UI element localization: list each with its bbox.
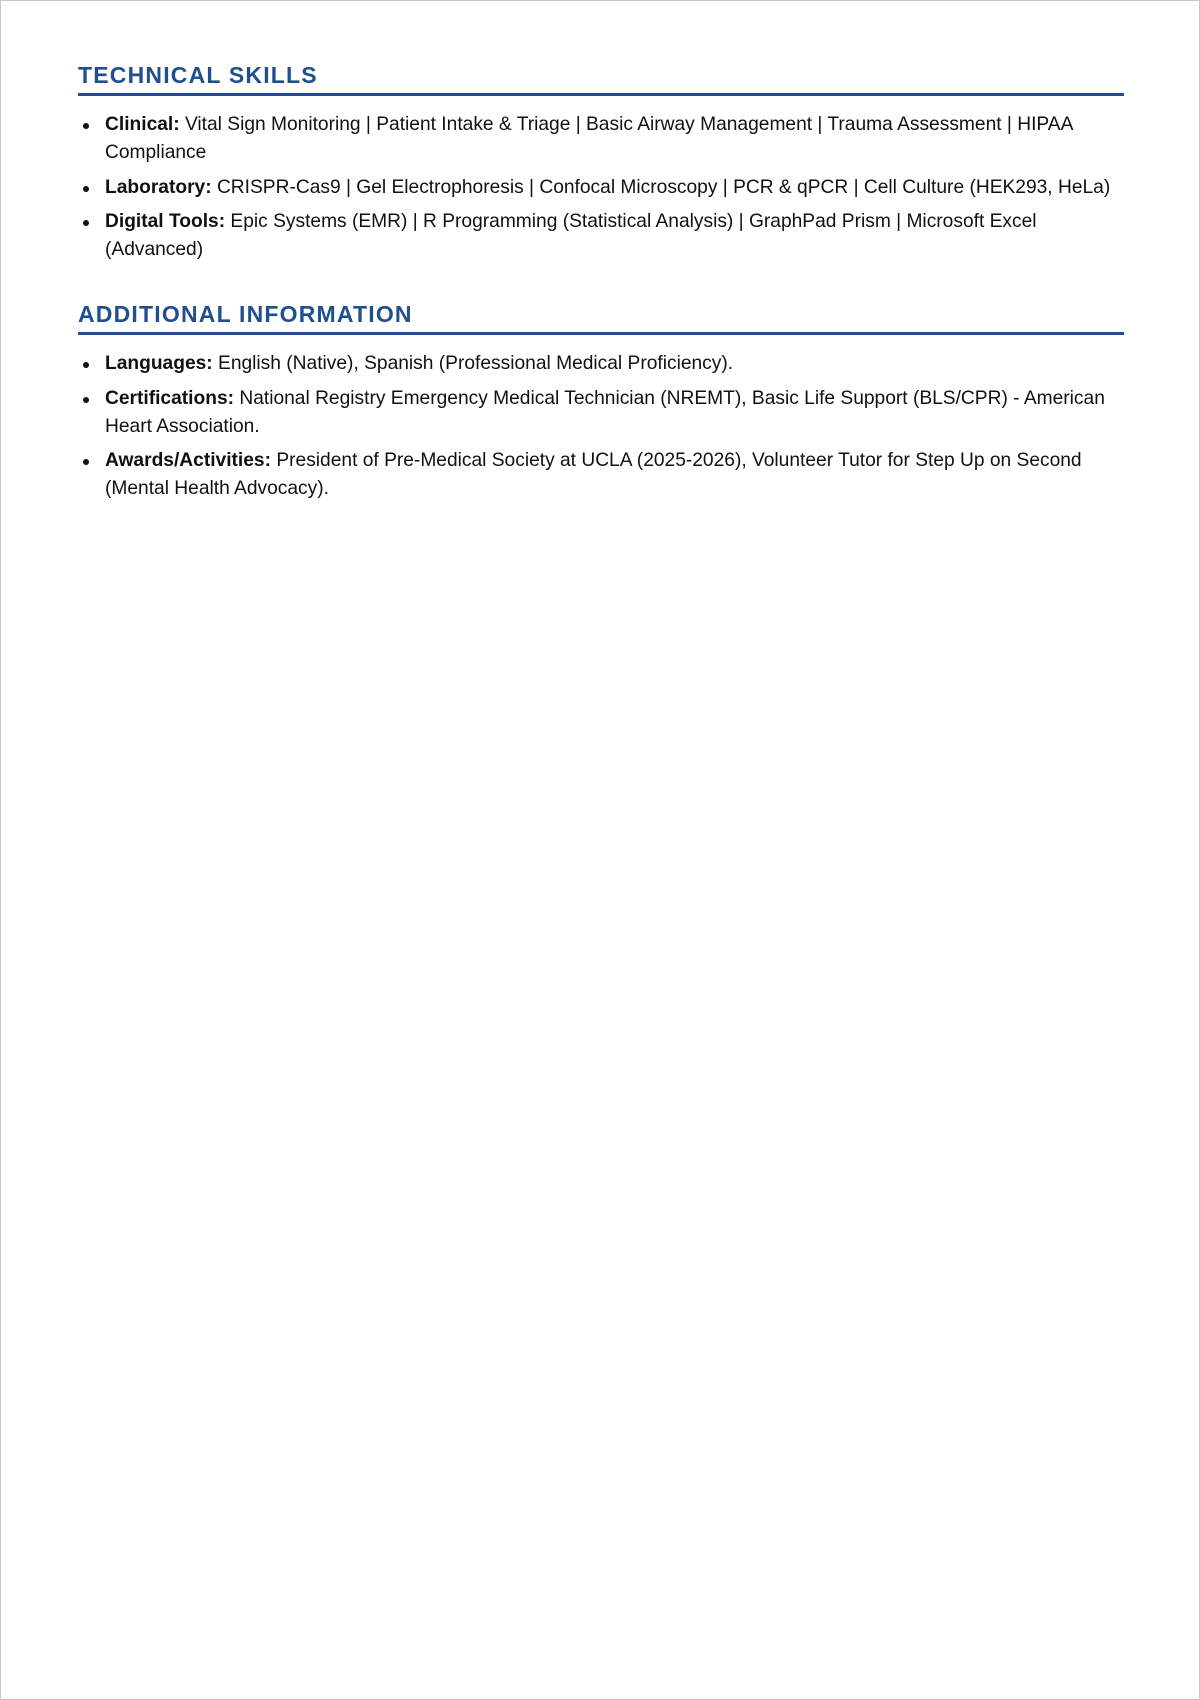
bullet-icon [83, 123, 89, 129]
section-title: TECHNICAL SKILLS [78, 57, 1124, 96]
list-item [78, 350, 1124, 378]
item-label: Clinical: [105, 114, 185, 135]
list-item [78, 174, 1124, 202]
bullet-icon [83, 186, 89, 192]
item-text: President of Pre-Medical Society at UCLA (2025-2026), Volunteer Tutor for Step Up on Second (Mental Health Advocacy). [105, 450, 1082, 499]
item-text: Epic Systems (EMR) | R Programming (Statistical Analysis) | GraphPad Prism | Microsoft Excel (Advanced) [105, 211, 1037, 260]
list-item [78, 208, 1124, 264]
additional-information-section [78, 296, 1124, 503]
technical-skills-list [78, 111, 1124, 264]
bullet-icon [83, 362, 89, 368]
bullet-icon [83, 397, 89, 403]
section-title: ADDITIONAL INFORMATION [78, 296, 1124, 335]
item-label: Languages: [105, 353, 219, 374]
additional-information-list [78, 350, 1124, 503]
item-text: National Registry Emergency Medical Technician (NREMT), Basic Life Support (BLS/CPR) - American Heart Association. [105, 387, 1105, 437]
item-label: Certifications: [105, 387, 240, 409]
bullet-icon [83, 459, 89, 465]
resume-content [78, 57, 1124, 535]
item-text: CRISPR-Cas9 | Gel Electrophoresis | Confocal Microscopy | PCR & qPCR | Cell Culture (HEK293, HeLa) [216, 176, 1111, 198]
item-label: Laboratory: [105, 176, 217, 198]
list-item [78, 111, 1124, 167]
list-item [78, 385, 1124, 441]
item-text: Vital Sign Monitoring | Patient Intake & Triage | Basic Airway Management | Trauma Assessment | HIPAA Compliance [105, 114, 1073, 163]
list-item [78, 447, 1124, 503]
technical-skills-section [78, 57, 1124, 264]
bullet-icon [83, 220, 89, 226]
item-text: English (Native), Spanish (Professional Medical Proficiency). [218, 353, 734, 374]
item-label: Awards/Activities: [105, 450, 277, 471]
item-label: Digital Tools: [105, 211, 231, 232]
